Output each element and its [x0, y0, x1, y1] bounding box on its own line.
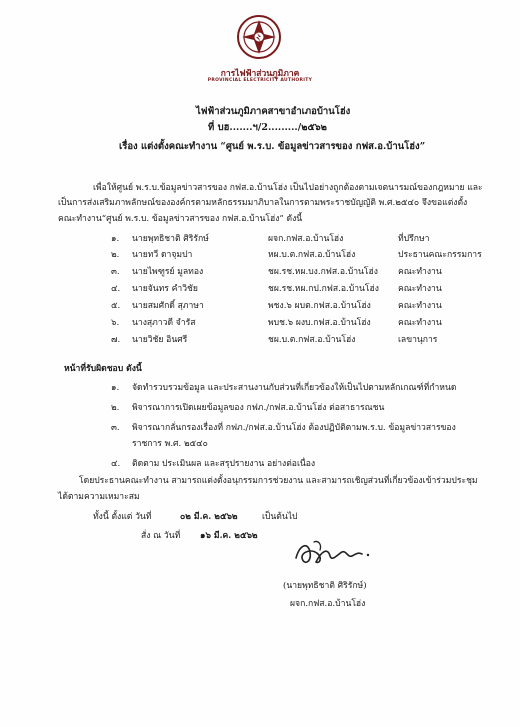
member-position: พชง.๖ ผบต.กฟส.อ.บ้านโฮ่ง — [268, 301, 371, 311]
duty-number: ๒. — [111, 403, 120, 413]
member-role: ที่ปรึกษา — [398, 234, 430, 244]
member-position: ผจก.กฟส.อ.บ้านโฮ่ง — [268, 234, 344, 244]
member-role: ประธานคณะกรรมการ — [398, 250, 482, 260]
closing-line-2: ได้ตามความเหมาะสม — [58, 492, 140, 502]
org-name-thai: การไฟฟ้าส่วนภูมิภาค — [220, 69, 300, 79]
member-name: นายไพฑูรย์ มูลทอง — [132, 267, 204, 277]
member-role: คณะทำงาน — [398, 284, 442, 294]
closing-line-1: โดยประธานคณะทำงาน สามารถแต่งตั้งอนุกรรมการช่วยงาน และสามารถเชิญส่วนที่เกี่ยวข้องเข้าร่วมประชุม — [79, 476, 478, 486]
member-name: นายสมศักดิ์ สุภาษา — [132, 301, 204, 311]
effective-prefix: ทั้งนี้ ตั้งแต่ วันที่ — [93, 512, 152, 522]
effective-date: ๐๒ มี.ค. ๒๕๖๒ — [180, 512, 238, 522]
member-name: นายพุทธิชาติ ศิริรักษ์ — [132, 234, 209, 244]
member-position: ชผ.รช.หผ.กป.กฟส.อ.บ้านโฮ่ง — [268, 284, 379, 294]
office-title: ไฟฟ้าส่วนภูมิภาคสาขาอำเภอบ้านโฮ่ง — [196, 106, 351, 117]
member-position: พบช.๖ ผงบ.กฟส.อ.บ้านโฮ่ง — [268, 318, 371, 328]
handwritten-signature — [292, 536, 374, 570]
member-name: นายวิชัย อินศรี — [132, 335, 188, 345]
member-role: คณะทำงาน — [398, 267, 442, 277]
member-number: ๕. — [111, 301, 121, 311]
effective-suffix: เป็นต้นไป — [262, 512, 298, 522]
member-number: ๓. — [111, 267, 120, 277]
intro-line-1: เพื่อให้ศูนย์ พ.ร.บ.ข้อมูลข่าวสารของ กฟส.อ.บ้านโฮ่ง เป็นไปอย่างถูกต้องตามเจตนารมณ์ของกฎหมาย และ — [93, 183, 483, 193]
member-position: หผ.บ.ต.กฟส.อ.บ้านโฮ่ง — [268, 250, 356, 260]
pea-logo-icon — [236, 14, 282, 60]
intro-line-2: เป็นการส่งเสริมภาพลักษณ์ขององค์กรตามหลักธรรมมาภิบาลในการตามพระราชบัญญัติ พ.ศ.๒๕๔๐ จึงขอแต่งตั้ง — [58, 198, 468, 208]
duty-number: ๔. — [111, 459, 121, 469]
ordered-prefix: สั่ง ณ วันที่ — [141, 531, 181, 541]
member-position: ชผ.บ.ต.กฟส.อ.บ้านโฮ่ง — [268, 335, 356, 345]
member-role: คณะทำงาน — [398, 301, 442, 311]
duty-text: จัดทำรวบรวมข้อมูล และประสานงานกับส่วนที่เกี่ยวข้องให้เป็นไปตามหลักเกณฑ์ที่กำหนด — [132, 383, 457, 393]
ordered-date: ๑๖ มี.ค. ๒๕๖๒ — [200, 531, 258, 541]
member-name: นางสุภาวดี จำรัส — [132, 318, 196, 328]
duty-number: ๑. — [111, 383, 120, 393]
org-name-english: PROVINCIAL ELECTRICITY AUTHORITY — [207, 78, 313, 83]
member-number: ๔. — [111, 284, 121, 294]
duties-heading: หน้าที่รับผิดชอบ ดังนี้ — [64, 364, 142, 374]
signatory-title: ผจก.กฟส.อ.บ้านโฮ่ง — [290, 599, 366, 609]
duty-text-continued: ราชการ พ.ศ. ๒๕๔๐ — [132, 439, 208, 449]
document-number: ที่ บฮ.......ฯ/2........./๒๕๖๒ — [208, 122, 327, 133]
member-role: คณะทำงาน — [398, 318, 442, 328]
member-role: เลขานุการ — [398, 335, 438, 345]
member-number: ๖. — [111, 318, 120, 328]
member-name: นายทวี ดาจุมปา — [132, 250, 193, 260]
duty-text: พิจารณากลั่นกรองเรื่องที่ กฟภ./กฟส.อ.บ้านโฮ่ง ต้องปฏิบัติตามพ.ร.บ. ข้อมูลข่าวสารของ — [132, 423, 456, 433]
subject-line: เรื่อง แต่งตั้งคณะทำงาน “ศูนย์ พ.ร.บ. ข้อมูลข่าวสารของ กฟส.อ.บ้านโฮ่ง” — [119, 141, 426, 152]
duty-text: พิจารณาการเปิดเผยข้อมูลของ กฟภ./กฟส.อ.บ้านโฮ่ง ต่อสาธารณชน — [132, 403, 385, 413]
member-position: ชผ.รช.หผ.บง.กฟส.อ.บ้านโฮ่ง — [268, 267, 378, 277]
signatory-name: (นายพุทธิชาติ ศิริรักษ์) — [283, 581, 367, 591]
member-name: นายจันทร คำวิชัย — [132, 284, 198, 294]
member-number: ๗. — [111, 335, 121, 345]
duty-text: ติดตาม ประเมินผล และสรุปรายงาน อย่างต่อเนื่อง — [132, 459, 316, 469]
member-number: ๑. — [111, 234, 120, 244]
member-number: ๒. — [111, 250, 120, 260]
intro-line-3: คณะทำงาน“ศูนย์ พ.ร.บ. ข้อมูลข่าวสารของ กฟส.อ.บ้านโฮ่ง” ดังนี้ — [58, 214, 303, 224]
duty-number: ๓. — [111, 423, 120, 433]
